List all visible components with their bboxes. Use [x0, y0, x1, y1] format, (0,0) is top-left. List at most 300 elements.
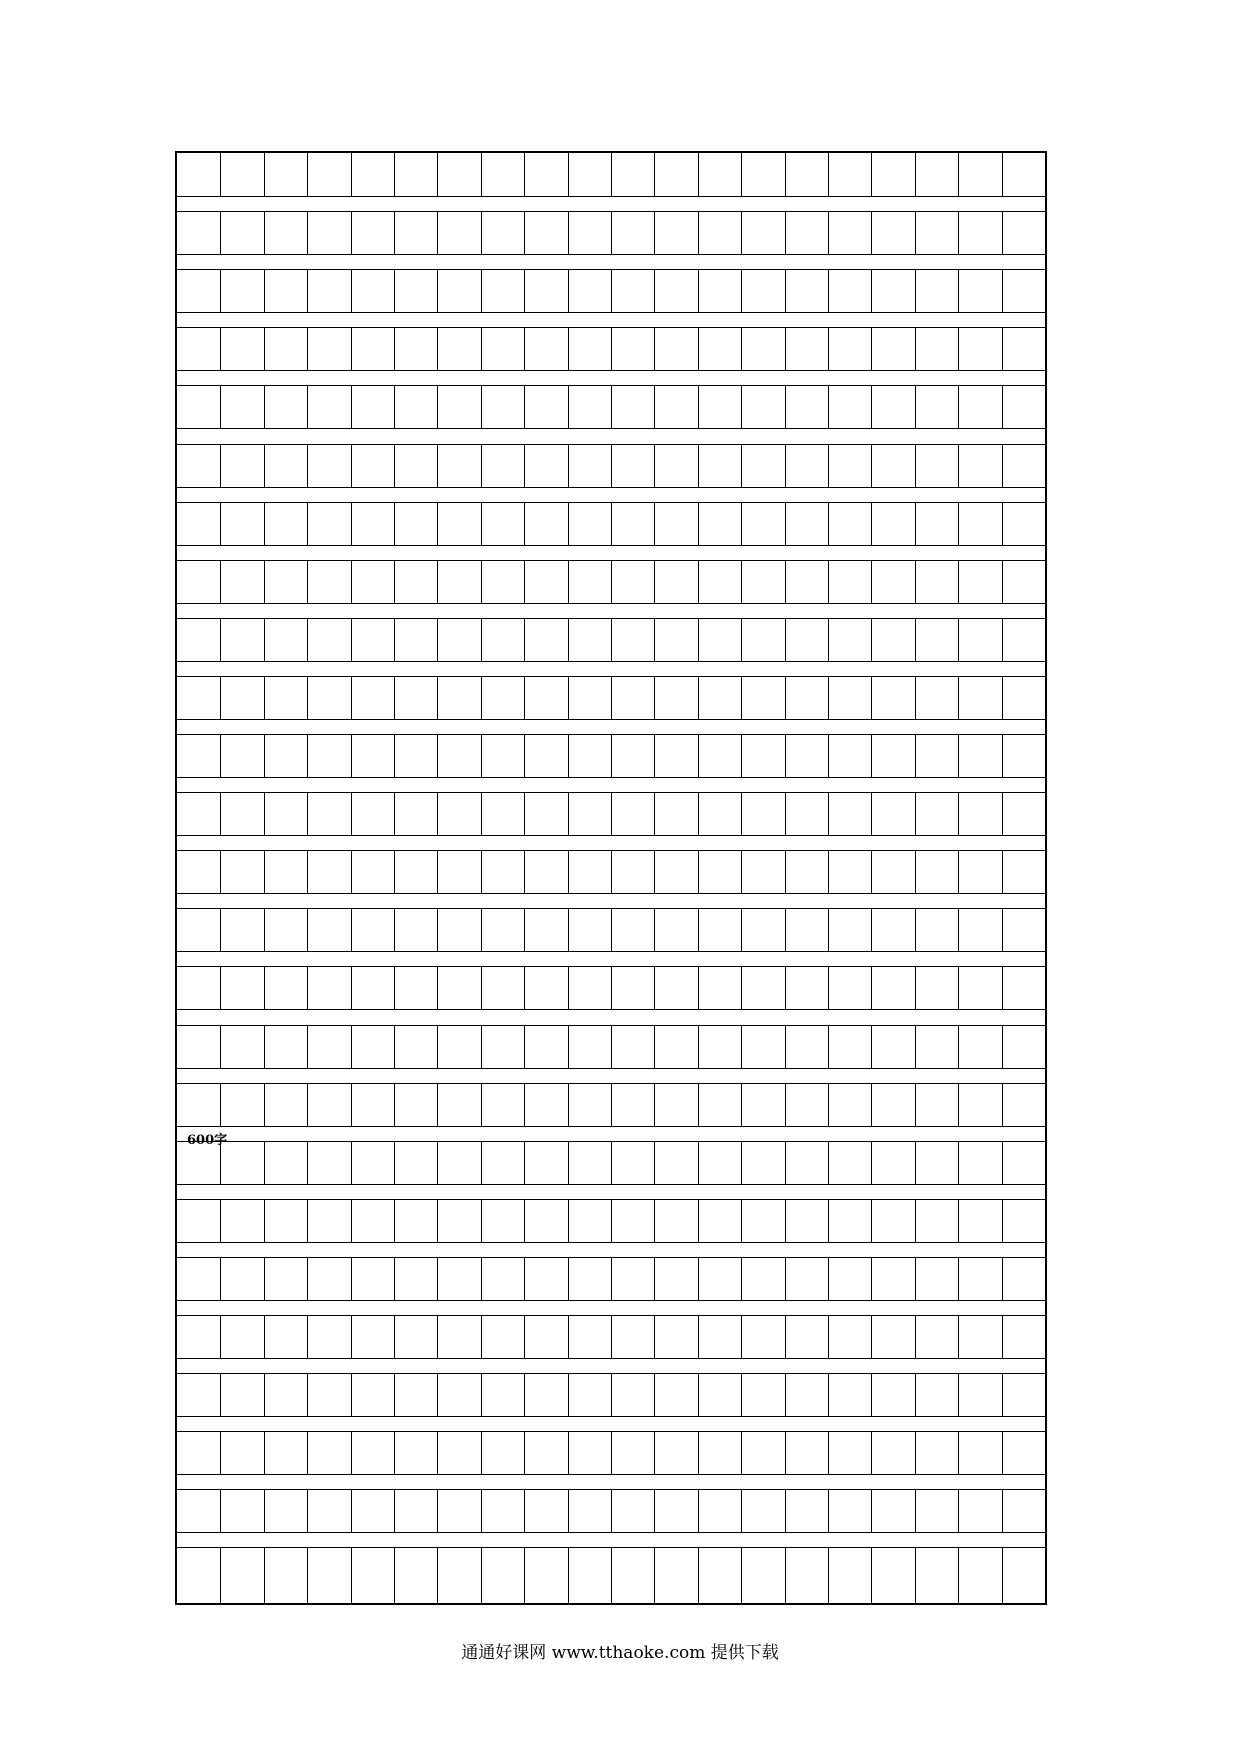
- grid-cell-divider: [437, 792, 438, 835]
- grid-cell-divider: [915, 850, 916, 893]
- grid-cell-divider: [785, 1547, 786, 1603]
- grid-cell-divider: [741, 966, 742, 1009]
- grid-cell-divider: [524, 1547, 525, 1603]
- grid-cell-divider: [785, 153, 786, 196]
- grid-cell-divider: [741, 327, 742, 370]
- grid-cell-divider: [785, 502, 786, 545]
- grid-cell-divider: [698, 385, 699, 428]
- grid-cell-divider: [785, 1025, 786, 1068]
- grid-cell-divider: [1002, 153, 1003, 196]
- grid-cell-divider: [264, 444, 265, 487]
- grid-cell-divider: [481, 792, 482, 835]
- grid-cell-divider: [394, 1547, 395, 1603]
- grid-cell-divider: [568, 908, 569, 951]
- grid-cell-divider: [958, 444, 959, 487]
- grid-cell-divider: [741, 1025, 742, 1068]
- row-bottom-line: [177, 951, 1045, 952]
- grid-cell-divider: [828, 502, 829, 545]
- grid-cell-divider: [351, 153, 352, 196]
- grid-cell-divider: [394, 1489, 395, 1532]
- grid-cell-divider: [1002, 792, 1003, 835]
- grid-cell-divider: [611, 792, 612, 835]
- grid-cell-divider: [871, 211, 872, 254]
- grid-cell-divider: [351, 1431, 352, 1474]
- grid-cell-divider: [611, 1547, 612, 1603]
- grid-cell-divider: [741, 1373, 742, 1416]
- grid-cell-divider: [785, 1373, 786, 1416]
- grid-cell-divider: [654, 1547, 655, 1603]
- grid-cell-divider: [828, 444, 829, 487]
- grid-cell-divider: [958, 1199, 959, 1242]
- grid-cell-divider: [351, 792, 352, 835]
- grid-cell-divider: [524, 502, 525, 545]
- grid-cell-divider: [307, 1431, 308, 1474]
- row-bottom-line: [177, 1300, 1045, 1301]
- grid-cell-divider: [958, 1025, 959, 1068]
- grid-cell-divider: [568, 269, 569, 312]
- grid-cell-divider: [220, 560, 221, 603]
- grid-cell-divider: [698, 734, 699, 777]
- grid-cell-divider: [654, 327, 655, 370]
- grid-cell-divider: [611, 1141, 612, 1184]
- grid-cell-divider: [654, 269, 655, 312]
- grid-cell-divider: [828, 908, 829, 951]
- grid-cell-divider: [785, 444, 786, 487]
- grid-cell-divider: [871, 153, 872, 196]
- grid-cell-divider: [871, 327, 872, 370]
- grid-cell-divider: [568, 1257, 569, 1300]
- grid-cell-divider: [394, 734, 395, 777]
- grid-cell-divider: [741, 211, 742, 254]
- grid-cell-divider: [958, 1547, 959, 1603]
- grid-cell-divider: [264, 908, 265, 951]
- grid-cell-divider: [351, 560, 352, 603]
- grid-cell-divider: [1002, 560, 1003, 603]
- grid-cell-divider: [915, 676, 916, 719]
- row-bottom-line: [177, 1474, 1045, 1475]
- grid-cell-divider: [351, 211, 352, 254]
- row-bottom-line: [177, 312, 1045, 313]
- grid-cell-divider: [220, 1025, 221, 1068]
- grid-cell-divider: [220, 327, 221, 370]
- grid-cell-divider: [264, 560, 265, 603]
- grid-cell-divider: [568, 1025, 569, 1068]
- grid-cell-divider: [437, 676, 438, 719]
- grid-cell-divider: [437, 1431, 438, 1474]
- grid-cell-divider: [915, 560, 916, 603]
- grid-cell-divider: [828, 560, 829, 603]
- grid-cell-divider: [524, 1025, 525, 1068]
- grid-cell-divider: [220, 1431, 221, 1474]
- grid-cell-divider: [394, 1373, 395, 1416]
- row-bottom-line: [177, 1416, 1045, 1417]
- grid-cell-divider: [785, 850, 786, 893]
- grid-cell-divider: [611, 502, 612, 545]
- grid-cell-divider: [785, 269, 786, 312]
- grid-cell-divider: [1002, 1083, 1003, 1126]
- grid-cell-divider: [611, 1431, 612, 1474]
- grid-cell-divider: [220, 153, 221, 196]
- grid-cell-divider: [307, 1547, 308, 1603]
- grid-cell-divider: [220, 1199, 221, 1242]
- grid-cell-divider: [220, 676, 221, 719]
- grid-cell-divider: [481, 908, 482, 951]
- grid-cell-divider: [741, 1257, 742, 1300]
- row-bottom-line: [177, 1126, 1045, 1127]
- grid-cell-divider: [958, 1489, 959, 1532]
- grid-cell-divider: [264, 502, 265, 545]
- grid-cell-divider: [698, 560, 699, 603]
- grid-cell-divider: [654, 850, 655, 893]
- grid-cell-divider: [524, 1489, 525, 1532]
- grid-cell-divider: [1002, 676, 1003, 719]
- grid-cell-divider: [524, 211, 525, 254]
- grid-cell-divider: [654, 1489, 655, 1532]
- grid-cell-divider: [785, 327, 786, 370]
- grid-cell-divider: [220, 444, 221, 487]
- grid-cell-divider: [524, 385, 525, 428]
- grid-cell-divider: [481, 1257, 482, 1300]
- grid-cell-divider: [654, 1025, 655, 1068]
- grid-cell-divider: [828, 1025, 829, 1068]
- grid-cell-divider: [481, 618, 482, 661]
- grid-cell-divider: [828, 1315, 829, 1358]
- grid-cell-divider: [394, 385, 395, 428]
- row-bottom-line: [177, 370, 1045, 371]
- grid-cell-divider: [307, 211, 308, 254]
- grid-cell-divider: [611, 734, 612, 777]
- grid-cell-divider: [307, 850, 308, 893]
- row-bottom-line: [177, 1532, 1045, 1533]
- row-bottom-line: [177, 196, 1045, 197]
- grid-cell-divider: [828, 1141, 829, 1184]
- grid-cell-divider: [437, 618, 438, 661]
- grid-cell-divider: [785, 734, 786, 777]
- grid-cell-divider: [741, 153, 742, 196]
- grid-cell-divider: [437, 1373, 438, 1416]
- grid-cell-divider: [568, 1431, 569, 1474]
- grid-cell-divider: [915, 1547, 916, 1603]
- grid-cell-divider: [394, 676, 395, 719]
- grid-cell-divider: [1002, 1025, 1003, 1068]
- grid-cell-divider: [481, 1199, 482, 1242]
- grid-cell-divider: [1002, 1373, 1003, 1416]
- grid-cell-divider: [611, 850, 612, 893]
- grid-cell-divider: [394, 1083, 395, 1126]
- grid-cell-divider: [1002, 1257, 1003, 1300]
- grid-cell-divider: [264, 1199, 265, 1242]
- grid-cell-divider: [915, 792, 916, 835]
- grid-cell-divider: [698, 502, 699, 545]
- grid-cell-divider: [828, 618, 829, 661]
- grid-cell-divider: [307, 1489, 308, 1532]
- grid-cell-divider: [958, 1373, 959, 1416]
- grid-cell-divider: [741, 1199, 742, 1242]
- grid-cell-divider: [220, 966, 221, 1009]
- grid-cell-divider: [915, 502, 916, 545]
- grid-cell-divider: [828, 792, 829, 835]
- grid-cell-divider: [611, 1199, 612, 1242]
- grid-cell-divider: [611, 676, 612, 719]
- grid-cell-divider: [958, 1257, 959, 1300]
- grid-cell-divider: [741, 1083, 742, 1126]
- grid-cell-divider: [654, 1141, 655, 1184]
- grid-cell-divider: [958, 385, 959, 428]
- grid-cell-divider: [611, 211, 612, 254]
- grid-cell-divider: [481, 1547, 482, 1603]
- grid-cell-divider: [437, 444, 438, 487]
- grid-cell-divider: [915, 734, 916, 777]
- grid-cell-divider: [481, 1025, 482, 1068]
- grid-cell-divider: [351, 269, 352, 312]
- grid-cell-divider: [351, 1547, 352, 1603]
- grid-cell-divider: [828, 153, 829, 196]
- grid-cell-divider: [568, 327, 569, 370]
- grid-cell-divider: [220, 1083, 221, 1126]
- grid-cell-divider: [524, 908, 525, 951]
- grid-cell-divider: [698, 792, 699, 835]
- grid-cell-divider: [785, 1199, 786, 1242]
- grid-cell-divider: [611, 966, 612, 1009]
- row-bottom-line: [177, 1068, 1045, 1069]
- grid-cell-divider: [958, 734, 959, 777]
- grid-cell-divider: [828, 269, 829, 312]
- grid-cell-divider: [481, 211, 482, 254]
- grid-cell-divider: [915, 1431, 916, 1474]
- grid-cell-divider: [264, 153, 265, 196]
- grid-cell-divider: [915, 211, 916, 254]
- grid-cell-divider: [524, 1257, 525, 1300]
- grid-cell-divider: [568, 1141, 569, 1184]
- grid-cell-divider: [785, 1083, 786, 1126]
- grid-cell-divider: [785, 908, 786, 951]
- grid-cell-divider: [481, 966, 482, 1009]
- grid-cell-divider: [351, 1373, 352, 1416]
- grid-cell-divider: [481, 1141, 482, 1184]
- grid-cell-divider: [654, 211, 655, 254]
- grid-cell-divider: [654, 1083, 655, 1126]
- grid-cell-divider: [481, 327, 482, 370]
- grid-cell-divider: [1002, 269, 1003, 312]
- grid-cell-divider: [828, 211, 829, 254]
- grid-cell-divider: [828, 1083, 829, 1126]
- row-bottom-line: [177, 428, 1045, 429]
- grid-cell-divider: [524, 734, 525, 777]
- grid-cell-divider: [654, 676, 655, 719]
- grid-cell-divider: [1002, 1431, 1003, 1474]
- grid-cell-divider: [264, 966, 265, 1009]
- grid-cell-divider: [481, 1373, 482, 1416]
- grid-cell-divider: [871, 966, 872, 1009]
- row-bottom-line: [177, 661, 1045, 662]
- grid-cell-divider: [307, 327, 308, 370]
- grid-cell-divider: [698, 327, 699, 370]
- grid-cell-divider: [654, 1373, 655, 1416]
- grid-cell-divider: [871, 385, 872, 428]
- grid-cell-divider: [220, 1373, 221, 1416]
- grid-cell-divider: [264, 1141, 265, 1184]
- grid-cell-divider: [698, 850, 699, 893]
- grid-cell-divider: [611, 269, 612, 312]
- grid-cell-divider: [828, 734, 829, 777]
- grid-cell-divider: [264, 1547, 265, 1603]
- grid-cell-divider: [437, 211, 438, 254]
- grid-cell-divider: [958, 269, 959, 312]
- grid-cell-divider: [437, 1489, 438, 1532]
- grid-cell-divider: [394, 153, 395, 196]
- grid-cell-divider: [741, 1315, 742, 1358]
- grid-cell-divider: [871, 444, 872, 487]
- grid-cell-divider: [437, 1025, 438, 1068]
- grid-cell-divider: [264, 676, 265, 719]
- grid-cell-divider: [568, 966, 569, 1009]
- grid-cell-divider: [481, 850, 482, 893]
- grid-cell-divider: [220, 792, 221, 835]
- grid-cell-divider: [307, 385, 308, 428]
- grid-cell-divider: [958, 966, 959, 1009]
- grid-cell-divider: [524, 153, 525, 196]
- grid-cell-divider: [264, 618, 265, 661]
- grid-cell-divider: [220, 385, 221, 428]
- grid-cell-divider: [698, 1431, 699, 1474]
- grid-cell-divider: [741, 1141, 742, 1184]
- grid-cell-divider: [958, 618, 959, 661]
- grid-cell-divider: [524, 792, 525, 835]
- grid-cell-divider: [611, 908, 612, 951]
- grid-cell-divider: [481, 153, 482, 196]
- grid-cell-divider: [394, 211, 395, 254]
- grid-cell-divider: [654, 502, 655, 545]
- grid-cell-divider: [524, 1083, 525, 1126]
- grid-cell-divider: [394, 792, 395, 835]
- grid-cell-divider: [611, 153, 612, 196]
- grid-cell-divider: [785, 211, 786, 254]
- grid-cell-divider: [264, 792, 265, 835]
- grid-cell-divider: [264, 211, 265, 254]
- grid-cell-divider: [654, 560, 655, 603]
- grid-cell-divider: [958, 153, 959, 196]
- grid-cell-divider: [915, 1025, 916, 1068]
- row-bottom-line: [177, 835, 1045, 836]
- row-bottom-line: [177, 1358, 1045, 1359]
- grid-cell-divider: [394, 269, 395, 312]
- grid-cell-divider: [1002, 1315, 1003, 1358]
- grid-cell-divider: [437, 966, 438, 1009]
- grid-cell-divider: [1002, 1141, 1003, 1184]
- grid-cell-divider: [1002, 618, 1003, 661]
- grid-cell-divider: [698, 1025, 699, 1068]
- grid-cell-divider: [307, 1315, 308, 1358]
- grid-cell-divider: [394, 1199, 395, 1242]
- grid-cell-divider: [958, 1083, 959, 1126]
- grid-cell-divider: [871, 1315, 872, 1358]
- grid-cell-divider: [915, 1199, 916, 1242]
- grid-cell-divider: [1002, 1547, 1003, 1603]
- grid-cell-divider: [871, 269, 872, 312]
- grid-cell-divider: [437, 153, 438, 196]
- grid-cell-divider: [958, 211, 959, 254]
- grid-cell-divider: [915, 269, 916, 312]
- grid-cell-divider: [264, 1257, 265, 1300]
- grid-cell-divider: [351, 908, 352, 951]
- grid-cell-divider: [871, 908, 872, 951]
- grid-cell-divider: [524, 1373, 525, 1416]
- grid-cell-divider: [698, 908, 699, 951]
- grid-cell-divider: [958, 908, 959, 951]
- grid-cell-divider: [1002, 966, 1003, 1009]
- grid-cell-divider: [568, 850, 569, 893]
- grid-cell-divider: [437, 1199, 438, 1242]
- grid-cell-divider: [264, 385, 265, 428]
- grid-cell-divider: [394, 1257, 395, 1300]
- grid-cell-divider: [307, 792, 308, 835]
- grid-cell-divider: [698, 1547, 699, 1603]
- grid-cell-divider: [220, 618, 221, 661]
- grid-cell-divider: [741, 385, 742, 428]
- grid-cell-divider: [351, 850, 352, 893]
- grid-cell-divider: [654, 618, 655, 661]
- grid-cell-divider: [915, 327, 916, 370]
- grid-cell-divider: [871, 1489, 872, 1532]
- grid-cell-divider: [220, 850, 221, 893]
- grid-cell-divider: [307, 618, 308, 661]
- grid-cell-divider: [698, 1199, 699, 1242]
- grid-cell-divider: [524, 1315, 525, 1358]
- grid-cell-divider: [1002, 211, 1003, 254]
- row-bottom-line: [177, 719, 1045, 720]
- grid-cell-divider: [871, 618, 872, 661]
- grid-cell-divider: [437, 1547, 438, 1603]
- grid-cell-divider: [828, 1199, 829, 1242]
- grid-cell-divider: [220, 211, 221, 254]
- grid-cell-divider: [568, 502, 569, 545]
- grid-cell-divider: [524, 1141, 525, 1184]
- grid-cell-divider: [351, 1199, 352, 1242]
- grid-cell-divider: [437, 502, 438, 545]
- grid-cell-divider: [307, 502, 308, 545]
- grid-cell-divider: [307, 908, 308, 951]
- grid-cell-divider: [568, 1547, 569, 1603]
- grid-cell-divider: [698, 1373, 699, 1416]
- row-bottom-line: [177, 603, 1045, 604]
- grid-cell-divider: [915, 153, 916, 196]
- grid-cell-divider: [828, 385, 829, 428]
- grid-cell-divider: [958, 502, 959, 545]
- row-bottom-line: [177, 545, 1045, 546]
- grid-cell-divider: [568, 1373, 569, 1416]
- grid-cell-divider: [524, 444, 525, 487]
- grid-cell-divider: [871, 1141, 872, 1184]
- grid-cell-divider: [437, 908, 438, 951]
- grid-cell-divider: [1002, 908, 1003, 951]
- grid-cell-divider: [307, 1199, 308, 1242]
- grid-cell-divider: [307, 1141, 308, 1184]
- grid-cell-divider: [958, 1431, 959, 1474]
- grid-cell-divider: [351, 1257, 352, 1300]
- grid-cell-divider: [741, 444, 742, 487]
- grid-cell-divider: [915, 1257, 916, 1300]
- grid-cell-divider: [568, 792, 569, 835]
- grid-cell-divider: [351, 1315, 352, 1358]
- grid-cell-divider: [958, 850, 959, 893]
- grid-cell-divider: [220, 502, 221, 545]
- grid-cell-divider: [524, 850, 525, 893]
- grid-cell-divider: [524, 1431, 525, 1474]
- grid-cell-divider: [785, 792, 786, 835]
- grid-cell-divider: [958, 676, 959, 719]
- grid-cell-divider: [785, 618, 786, 661]
- grid-cell-divider: [654, 1315, 655, 1358]
